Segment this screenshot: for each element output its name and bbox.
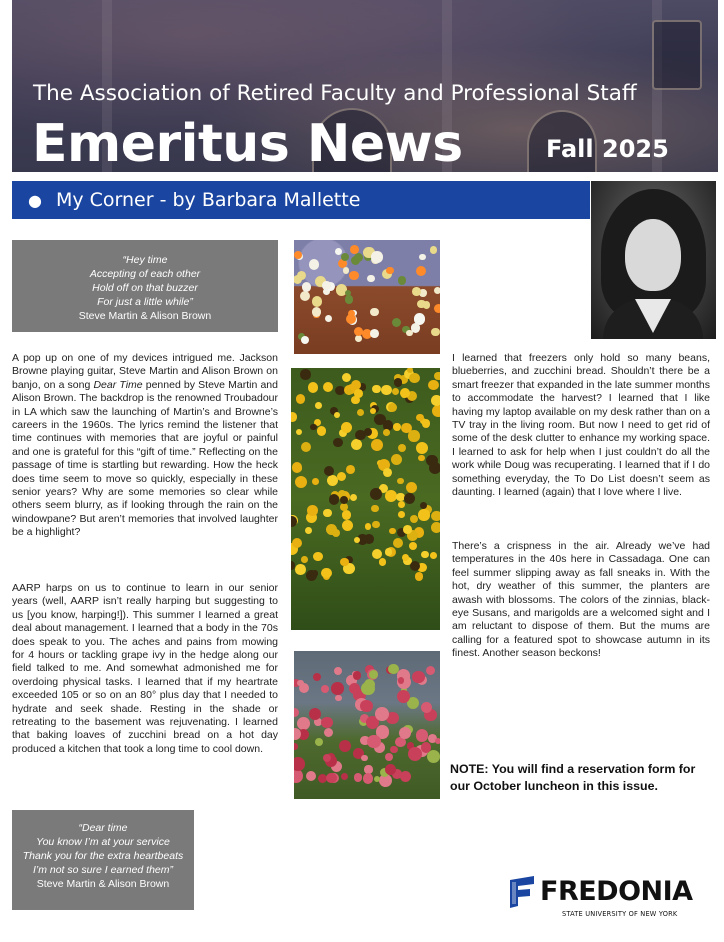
quote-line: “Dear time (78, 822, 128, 834)
newsletter-title: Emeritus News (32, 114, 463, 172)
quote-line: Accepting of each other (89, 268, 201, 280)
paragraph-text: penned by Steve Martin and Alison Brown. The backdrop is the renowned Troubadour in LA which saw the launching of Martin’s and Browne’s careers in the 1960s. The lyrics remind the listener that time continues with memories that are joyful or painful and one is grateful for this “gift of time.” Reflecting on the passage of time is startling but rewarding. How the heck does time seem to move so quickly, especially in these senior years? Why are some memories so clear while others seem blurry, as if looking through the rain on the windowpane? But aren’t memories that involved laughter be a highlight? (12, 378, 278, 539)
author-photo (591, 181, 716, 339)
coleus-planter-photo (294, 651, 440, 799)
zinnia-photo (294, 240, 440, 354)
issue-label: Fall 2025 (546, 135, 669, 163)
quote-credit: Steve Martin & Alison Brown (78, 310, 212, 322)
association-name: The Association of Retired Faculty and Professional Staff (33, 81, 637, 106)
fredonia-mark-icon (508, 876, 536, 908)
article-paragraph-1 (12, 352, 278, 540)
article-paragraph-3: I learned that freezers only hold so many beans, blueberries, and zucchini bread. Shouldn’t there be a smart freezer that expanded in the late summer months to accommodate the harvest? I learned that I like having my laptop available on my desk rather than on a TV tray in the living room. But now I need to get rid of some of the desk clutter to enhance my working space. I learned to ask for help when I just couldn’t do all the work while Doug was recuperating. I learned that if I do something everyday, the To Do List doesn’t seem as daunting. I learned (again) that I love where I live. (452, 352, 710, 499)
masthead-banner (12, 0, 718, 172)
quote-credit: Steve Martin & Alison Brown (36, 878, 170, 890)
quote-line: Hold off on that buzzer (92, 282, 198, 294)
section-heading-bar (12, 181, 590, 219)
quote-line: I’m not so sure I earned them” (32, 864, 174, 876)
article-paragraph-2: AARP harps on us to continue to learn in our senior years (well, AARP isn’t really harping but suggesting to us [you know, harping!]). This summer I learned a great deal about management. I learned that a body in the 70s does speak to you. The aches and pains from mowing for 4 hours or tackling grape ivy in the hedge along our field talked to me. And somewhat admonished me for overdoing physical tasks. I learned that if my heartrate exceeded 105 or so on an 80° plus day that I needed to hydrate and seek shade. Resting in the shade or retreating to the basement was rejuvenating. I learned that baking loaves of zucchini bread on a hot day produced a kitchen that took a long time to cool down. (12, 582, 278, 755)
quote-line: “Hey time (122, 254, 168, 266)
fredonia-logo (508, 876, 708, 922)
paragraph-text: A pop up on one of my devices intrigued me. Jackson Browne playing guitar, Steve Martin and Alison Brown on banjo, on a song (12, 352, 278, 391)
song-title: Dear Time (93, 378, 143, 391)
pull-quote-2 (12, 810, 194, 910)
quote-line: You know I’m at your service (36, 836, 170, 848)
quote-line: For just a little while” (97, 296, 193, 308)
logo-subtitle: STATE UNIVERSITY OF NEW YORK (562, 910, 678, 918)
bullet-icon: ● (28, 190, 42, 210)
black-eyed-susan-photo (291, 368, 440, 630)
luncheon-note: NOTE: You will find a reservation form for our October luncheon in this issue. (450, 762, 696, 793)
section-heading: My Corner - by Barbara Mallette (55, 189, 361, 211)
quote-line: Thank you for the extra heartbeats (22, 850, 184, 862)
article-paragraph-4: There’s a crispness in the air. Already we’ve had temperatures in the 40s here in Cassadaga. One can feel summer slipping away as fall sneaks in. With the hot, dry weather of this summer, the planters are awash with blossoms. The colors of the zinnias, black-eye Susans, and marigolds are a welcomed sight and I am reluctant to dispose of them. But the mums are calling for a featured spot to showcase autumn in its finest. Another season beckons! (452, 540, 710, 660)
building-window (652, 20, 702, 90)
logo-wordmark: FREDONIA (540, 876, 693, 907)
pull-quote-1 (12, 240, 278, 332)
